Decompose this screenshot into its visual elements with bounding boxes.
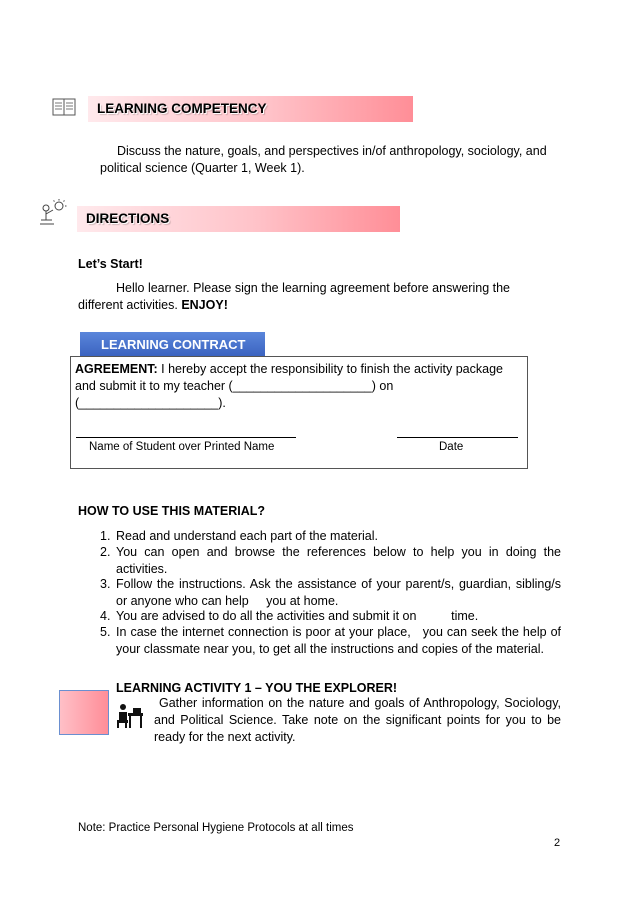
activity-marker-box — [59, 690, 109, 735]
howto-item-number: 1. — [100, 529, 111, 543]
directions-heading: DIRECTIONS — [77, 206, 400, 232]
howto-item-number: 4. — [100, 609, 111, 623]
directions-intro — [78, 280, 526, 314]
competency-text: Discuss the nature, goals, and perspectives in/of anthropology, sociology, and political science (Quarter 1, Week 1). — [100, 144, 547, 175]
student-name-label: Name of Student over Printed Name — [89, 441, 275, 453]
agreement-line-3: (____________________). — [75, 396, 226, 410]
student-signature-line[interactable] — [76, 437, 296, 438]
date-signature-line[interactable] — [397, 437, 518, 438]
agreement-line-1 — [75, 361, 525, 378]
student-desk-icon — [114, 703, 144, 734]
howto-item-1 — [100, 528, 561, 545]
howto-item-number: 2. — [100, 545, 111, 559]
footer-note: Note: Practice Personal Hygiene Protocols at all times — [78, 822, 354, 834]
howto-item-2 — [100, 544, 561, 577]
howto-item-text: You can open and browse the references below to help you in doing the activities. — [116, 545, 561, 576]
directions-intro-text: Hello learner. Please sign the learning agreement before answering the different activities. — [78, 281, 510, 312]
howto-item-number: 3. — [100, 577, 111, 591]
activity-heading: LEARNING ACTIVITY 1 – YOU THE EXPLORER! — [116, 681, 398, 695]
book-icon — [52, 97, 76, 122]
directions-enjoy: ENJOY! — [181, 298, 228, 312]
page-number: 2 — [554, 837, 561, 849]
howto-item-text: In case the internet connection is poor at your place, you can seek the help of your classmate near you, to get all the instructions and copies of the material. — [116, 625, 565, 656]
learning-contract-box — [70, 356, 528, 469]
agreement-label: AGREEMENT: — [75, 362, 158, 376]
howto-item-text: You are advised to do all the activities and submit it on time. — [116, 609, 479, 623]
howto-item-3 — [100, 576, 565, 609]
howto-item-4 — [100, 608, 561, 625]
competency-heading: LEARNING COMPETENCY — [88, 96, 413, 122]
howto-item-number: 5. — [100, 625, 111, 639]
date-label: Date — [439, 441, 464, 453]
agreement-text-1: I hereby accept the responsibility to finish the activity package — [157, 362, 503, 376]
howto-item-text: Follow the instructions. Ask the assistance of your parent/s, guardian, sibling/s or anyone who can help you at home. — [116, 577, 565, 608]
howto-item-text: Read and understand each part of the material. — [116, 529, 378, 543]
howto-heading: HOW TO USE THIS MATERIAL? — [78, 504, 266, 518]
lets-start-label: Let’s Start! — [78, 257, 143, 271]
agreement-line-2: and submit it to my teacher (____________________) on — [75, 379, 394, 393]
learning-contract-heading: LEARNING CONTRACT — [80, 332, 265, 357]
howto-item-5 — [100, 624, 565, 657]
lightbulb-person-icon — [38, 198, 68, 231]
activity-text: Gather information on the nature and goals of Anthropology, Sociology, and Political Science. Take note on the significant points for you to be ready for the next activity. — [154, 696, 561, 744]
